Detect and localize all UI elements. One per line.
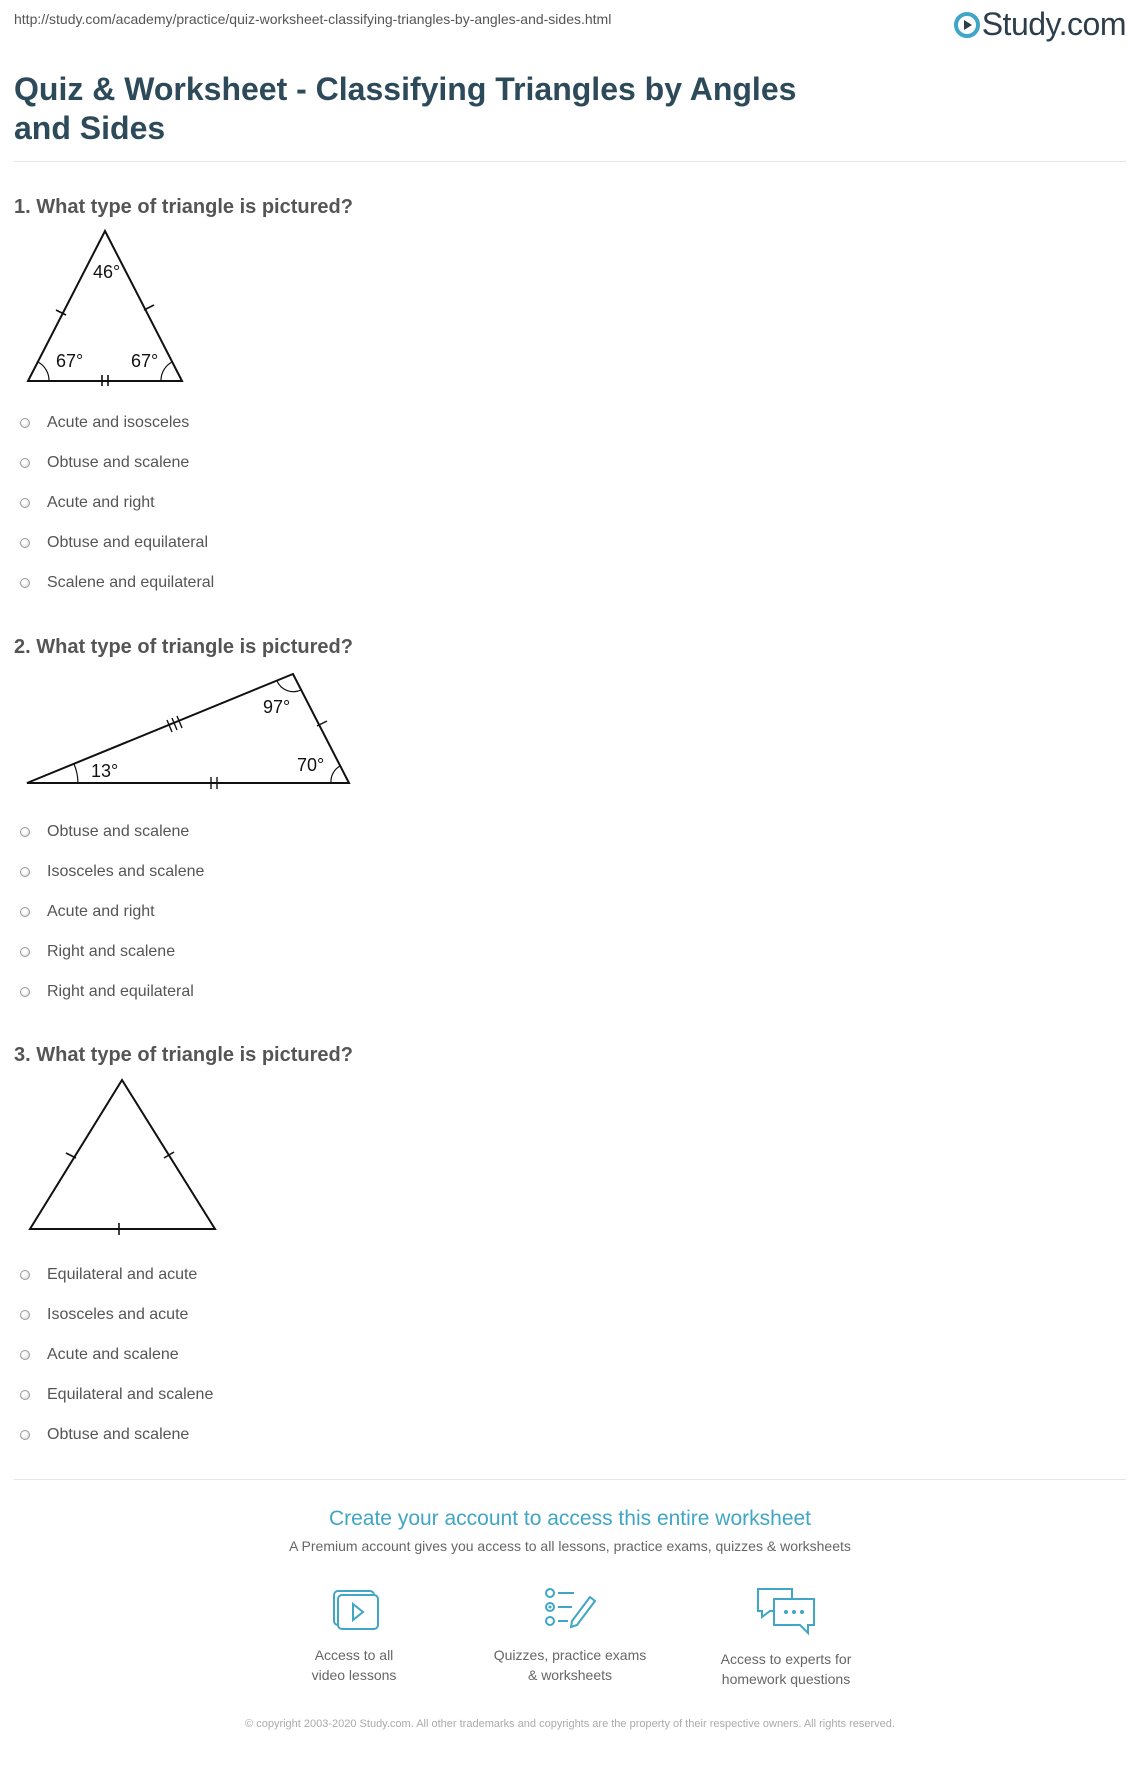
option-label: Equilateral and acute [47,1266,198,1283]
radio-button-icon[interactable] [20,498,30,508]
feature-video-lessons [264,1585,444,1685]
answer-option[interactable] [20,563,214,603]
feature-label: & worksheets [527,1667,613,1683]
answer-options-1 [20,403,214,603]
option-label: Acute and right [47,494,155,511]
option-label: Equilateral and scalene [47,1386,214,1403]
feature-label: Quizzes, practice exams [493,1647,647,1663]
angle-label: 13° [91,761,119,781]
option-label: Obtuse and scalene [47,454,190,471]
angle-label: 67° [56,351,84,371]
answer-option[interactable] [20,443,214,483]
answer-option[interactable] [20,403,214,443]
answer-option[interactable] [20,483,214,523]
option-label: Obtuse and scalene [47,823,190,840]
radio-button-icon[interactable] [20,947,30,957]
angle-label: 97° [263,697,291,717]
feature-experts [696,1585,876,1689]
answer-option[interactable] [20,932,204,972]
chat-bubbles-icon [754,1585,818,1637]
feature-quizzes [480,1585,660,1685]
radio-button-icon[interactable] [20,867,30,877]
option-label: Scalene and equilateral [47,574,215,591]
answer-option[interactable] [20,892,204,932]
answer-options-3 [20,1255,213,1455]
option-label: Right and scalene [47,943,176,960]
radio-button-icon[interactable] [20,1430,30,1440]
option-label: Acute and isosceles [47,414,190,431]
feature-label: homework questions [721,1671,851,1687]
option-label: Acute and right [47,903,155,920]
cta-subtitle: A Premium account gives you access to all lessons, practice exams, quizzes & worksheets [289,1538,851,1554]
option-label: Obtuse and equilateral [47,534,208,551]
copyright-text: © copyright 2003-2020 Study.com. All other trademarks and copyrights are the property of their respective owners. All rights reserved. [245,1718,895,1730]
video-lessons-icon [326,1585,382,1633]
radio-button-icon[interactable] [20,907,30,917]
page-title: Quiz & Worksheet - Classifying Triangles by Angles and Sides [14,71,797,146]
radio-button-icon[interactable] [20,987,30,997]
question-3: 3. What type of triangle is pictured? [14,1044,353,1066]
radio-button-icon[interactable] [20,418,30,428]
angle-label: 46° [93,262,121,282]
radio-button-icon[interactable] [20,1310,30,1320]
feature-label: Access to all [314,1647,394,1663]
answer-option[interactable] [20,1255,213,1295]
triangle-figure-2 [14,665,354,800]
triangle-figure-3 [14,1075,224,1240]
play-circle-icon [954,12,980,38]
question-2: 2. What type of triangle is pictured? [14,636,353,658]
logo-text: Study.com [981,6,1126,42]
option-label: Obtuse and scalene [47,1426,190,1443]
answer-option[interactable] [20,523,214,563]
option-label: Isosceles and scalene [47,863,205,880]
answer-option[interactable] [20,1415,213,1455]
answer-option[interactable] [20,1375,213,1415]
page-url[interactable]: http://study.com/academy/practice/quiz-worksheet-classifying-triangles-by-angles-and-sides.html [14,11,612,27]
radio-button-icon[interactable] [20,827,30,837]
answer-option[interactable] [20,972,204,1012]
title-divider [14,161,1126,162]
cta-title[interactable]: Create your account to access this entire worksheet [328,1507,812,1530]
radio-button-icon[interactable] [20,578,30,588]
answer-options-2 [20,812,204,1012]
feature-label: Access to experts for [720,1651,852,1667]
triangle-figure-1 [14,226,194,391]
quiz-checklist-icon [542,1585,598,1633]
radio-button-icon[interactable] [20,538,30,548]
radio-button-icon[interactable] [20,1350,30,1360]
radio-button-icon[interactable] [20,458,30,468]
angle-label: 70° [297,755,325,775]
option-label: Right and equilateral [47,983,194,1000]
radio-button-icon[interactable] [20,1270,30,1280]
answer-option[interactable] [20,1335,213,1375]
feature-label: video lessons [311,1667,397,1683]
radio-button-icon[interactable] [20,1390,30,1400]
answer-option[interactable] [20,812,204,852]
cta-divider [14,1479,1126,1480]
angle-label: 67° [131,351,159,371]
option-label: Isosceles and acute [47,1306,189,1323]
option-label: Acute and scalene [47,1346,179,1363]
study-logo[interactable] [954,6,1126,43]
answer-option[interactable] [20,1295,213,1335]
question-1: 1. What type of triangle is pictured? [14,196,353,218]
answer-option[interactable] [20,852,204,892]
